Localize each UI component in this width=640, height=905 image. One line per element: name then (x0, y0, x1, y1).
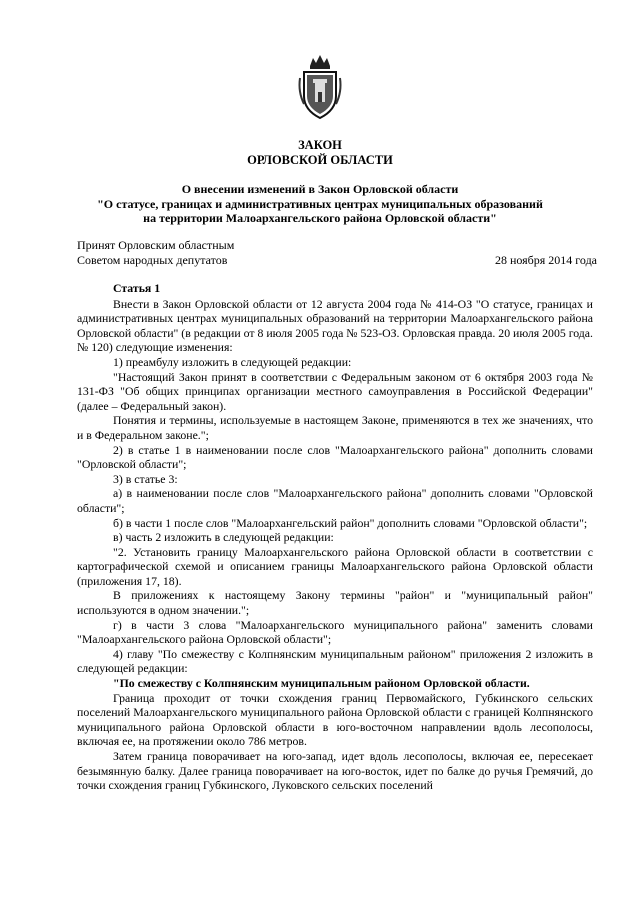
paragraph: 1) преамбулу изложить в следующей редакции: (113, 354, 352, 369)
subtitle-line: на территории Малоархангельского района Орловской области" (143, 211, 497, 225)
chapter-heading-text: По смежеству с Колпнянским муниципальным районом Орловской области (119, 676, 527, 691)
paragraph: Затем граница поворачивает на юго-запад, идет вдоль лесополосы, включая ее, пересекает безымянную балку. Далее граница поворачивает на юго-восток, идет по балке до ручья Гремячий, до точки схождения границ Губкинского, Луковского сельских поселений (77, 749, 593, 793)
paragraph: б) в части 1 после слов "Малоархангельский район" дополнить словами "Орловской области"; (113, 515, 588, 530)
paragraph: Внести в Закон Орловской области от 12 августа 2004 года № 414-ОЗ "О статусе, границах и административных центрах муниципальных образований на территории Малоархангельского района Орловской области" (в редакции от 8 июля 2005 года № 523-ОЗ. Орловская правда. 20 июля 2005 года. № 120) следующие изменения: (77, 296, 593, 355)
paragraph: В приложениях к настоящему Закону термины "район" и "муниципальный район" используются в одном значении."; (77, 588, 593, 618)
adoption-date: 28 ноября 2014 года (494, 253, 597, 267)
law-region-title: ОРЛОВСКОЙ ОБЛАСТИ (247, 153, 393, 167)
paragraph: 3) в статье 3: (113, 471, 178, 486)
chapter-heading-end: . (526, 676, 530, 691)
law-title: ЗАКОН (298, 138, 342, 152)
subtitle-line: О внесении изменений в Закон Орловской области (181, 182, 459, 196)
adoption-line: Советом народных депутатов (77, 253, 228, 267)
paragraph: "2. Установить границу Малоархангельского района Орловской области в соответствии с картографической схемой и описанием границы Малоархангельского района Орловской области (приложения 17, 18). (77, 544, 593, 588)
chapter-heading-paragraph (77, 676, 593, 691)
adoption-line: Принят Орловским областным (77, 238, 235, 252)
article-body (77, 281, 593, 793)
paragraph: Граница проходит от точки схождения границ Первомайского, Губкинского сельских поселений Малоархангельского муниципального района Орловской области с границей Колпнянского муниципального района Орловской области в юго-восточном направлении вдоль лесополосы, включая ее, на протяжении около 786 метров. (77, 690, 593, 749)
paragraph: г) в части 3 слова "Малоархангельского муниципального района" заменить словами "Малоархангельского района Орловской области"; (77, 617, 593, 647)
paragraph: 2) в статье 1 в наименовании после слов "Малоархангельского района" дополнить словами "Орловской области"; (77, 442, 593, 472)
law-subtitle (60, 182, 580, 226)
paragraph: а) в наименовании после слов "Малоархангельского района" дополнить словами "Орловской области"; (77, 486, 593, 515)
paragraph: "Настоящий Закон принят в соответствии с Федеральным законом от 6 октября 2003 года № 131-ФЗ "Об общих принципах организации местного самоуправления в Российской Федерации" (далее – Федеральный закон). (77, 369, 593, 413)
paragraph: в) часть 2 изложить в следующей редакции: (113, 530, 334, 545)
subtitle-line: "О статусе, границах и административных центрах муниципальных образований (97, 196, 543, 211)
paragraph: 4) главу "По смежеству с Колпнянским муниципальным районом" приложения 2 изложить в следующей редакции: (77, 646, 593, 676)
adoption-block (77, 238, 597, 268)
quote-mark: " (113, 676, 120, 691)
article-heading: Статья 1 (113, 281, 161, 295)
coat-of-arms-icon (296, 52, 344, 122)
paragraph: Понятия и термины, используемые в настоящем Законе, применяются в тех же значениях, что и в Федеральном законе."; (77, 413, 593, 442)
